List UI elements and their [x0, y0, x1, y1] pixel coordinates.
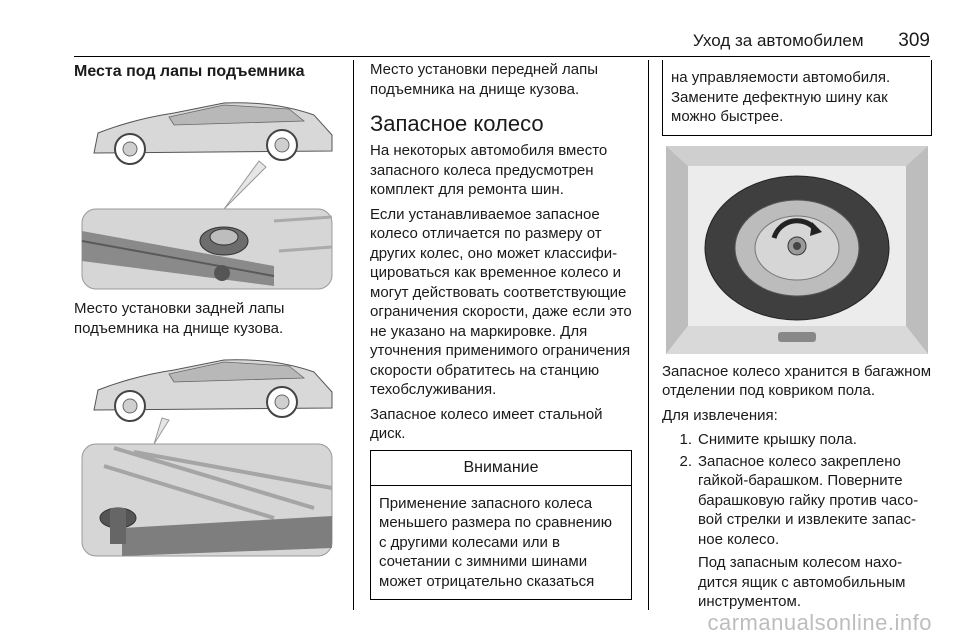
step-note-toolbox: Под запасным колесом находится ящик с автомобильным инструментом.	[698, 554, 906, 610]
page-number: 309	[898, 30, 930, 51]
column-3	[662, 60, 932, 617]
page-header	[74, 30, 930, 57]
watermark: carmanualsonline.info	[707, 610, 932, 635]
step-number: 1.	[679, 431, 692, 448]
step-text: Запасное колесо закреплено гайкой-барашком. Поверните барашковую гайку против часовой стрелки и извлеките запасное колесо.	[698, 452, 919, 548]
column-1	[74, 60, 336, 566]
column-divider-1	[353, 60, 354, 610]
column-divider-2	[648, 60, 649, 610]
header-title: Уход за автомобилем	[692, 31, 864, 50]
step-number: 2.	[679, 452, 692, 470]
extraction-steps	[662, 430, 932, 549]
front-lift-point-illustration	[74, 348, 336, 558]
rear-lift-point-illustration	[74, 91, 336, 291]
front-lift-caption: Место установки передней лапы подъемника на днище кузова.	[370, 61, 599, 98]
column-2	[370, 60, 632, 600]
section-title-spare-wheel: Запасное колесо	[370, 111, 544, 136]
warning-box-continuation: на управляемости автомобиля. Замените дефектную шину как можно быстрее.	[662, 60, 932, 136]
rear-lift-caption: Место установки задней лапы подъемника на днище кузова.	[74, 300, 285, 337]
paragraph-storage: Запасное колесо хранится в багажном отделении под ковриком пола.	[662, 362, 932, 399]
paragraph-repair-kit: На некоторых автомобиля вместо запасного колеса предусмотрен комплект для ремонта шин.	[370, 142, 608, 198]
warning-title: Внимание	[371, 451, 631, 486]
paragraph-steel-rim: Запасное колесо имеет стальной диск.	[370, 405, 603, 442]
paragraph-temporary-wheel: Если устанавливаемое запасное колесо отличается по размеру от других колес, оно может классифицироваться как временное колесо и могут действовать соответствующие ограничения скорости, даже если это не указано на маркировке. Для уточнения применимого ограничения скорости обратитесь на станцию техобслуживания.	[370, 205, 632, 398]
list-item	[662, 452, 932, 550]
spare-wheel-trunk-illustration	[666, 146, 928, 354]
list-item	[662, 430, 932, 450]
warning-text: Применение запасного колеса меньшего размера по сравнению с другими колесами или в сочетании с зимними шинами может отрицательно сказаться	[379, 494, 613, 590]
section-heading-lift-points: Места под лапы подъемника	[74, 63, 305, 80]
warning-box	[370, 450, 632, 601]
step-text: Снимите крышку пола.	[698, 431, 857, 448]
paragraph-extraction: Для извлечения:	[662, 406, 778, 424]
